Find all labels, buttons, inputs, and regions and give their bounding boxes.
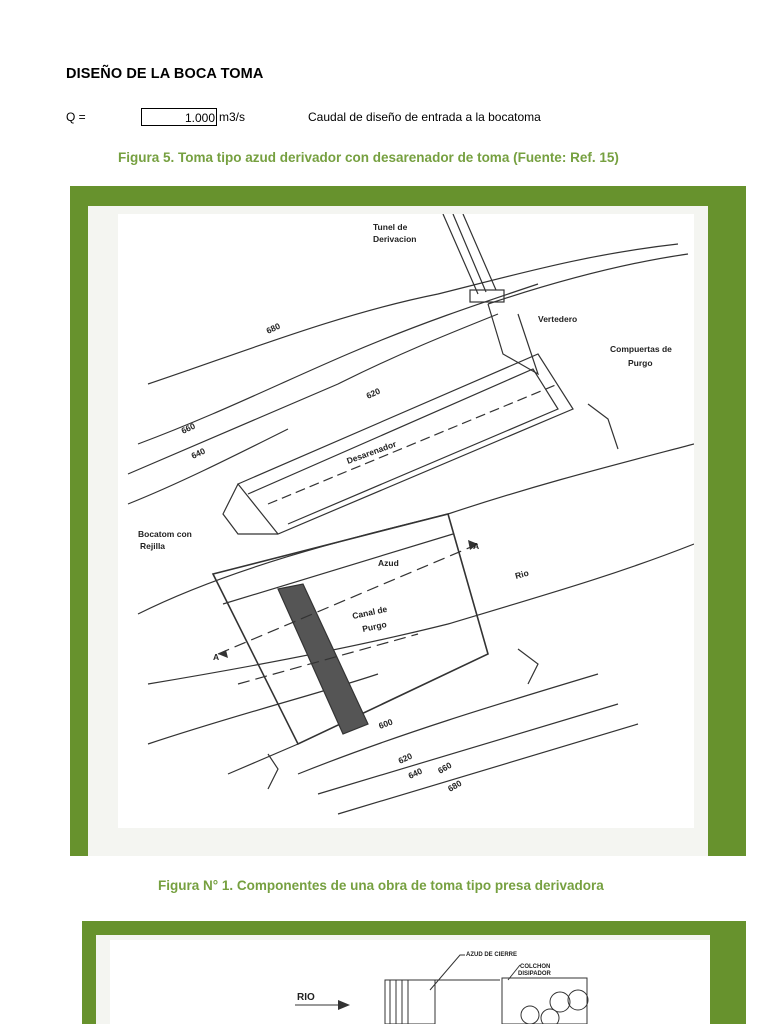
label-rio-fig2: RIO bbox=[297, 992, 315, 1003]
label-derivacion: Derivacion bbox=[373, 234, 417, 244]
label-disipador: DISIPADOR bbox=[518, 971, 551, 977]
label-rejilla: Rejilla bbox=[140, 541, 166, 551]
contour-label: 660 bbox=[436, 759, 454, 776]
contour-label: 620 bbox=[396, 750, 414, 766]
label-purgo-canal: Purgo bbox=[361, 619, 388, 634]
contour-label: 660 bbox=[179, 420, 197, 436]
contour-label: 600 bbox=[377, 716, 395, 731]
figure-5-caption: Figura 5. Toma tipo azud derivador con desarenador de toma (Fuente: Ref. 15) bbox=[118, 150, 619, 165]
label-colchon: COLCHON bbox=[520, 964, 551, 970]
label-canal: Canal de bbox=[351, 603, 389, 621]
label-azud: Azud bbox=[378, 558, 399, 568]
contour-label: 620 bbox=[364, 385, 382, 401]
figure-5-drawing bbox=[118, 214, 694, 828]
presa-derivadora-diagram bbox=[110, 940, 710, 1024]
label-vertedero: Vertedero bbox=[538, 314, 578, 324]
label-section-a-right: A bbox=[473, 541, 480, 551]
flow-label: Q = bbox=[66, 110, 86, 124]
contour-line bbox=[148, 244, 678, 384]
flow-value-cell[interactable]: 1.000 bbox=[141, 108, 217, 126]
bocatoma-plan-diagram bbox=[118, 214, 694, 828]
label-desarenador: Desarenador bbox=[345, 438, 398, 466]
document-title: DISEÑO DE LA BOCA TOMA bbox=[66, 66, 264, 82]
contour-line bbox=[138, 284, 538, 444]
flow-unit: m3/s bbox=[219, 110, 246, 124]
label-azud-cierre: AZUD DE CIERRE bbox=[466, 952, 518, 958]
contour-label: 640 bbox=[406, 765, 424, 781]
figure-1-drawing bbox=[110, 940, 710, 1024]
contour-label: 680 bbox=[446, 777, 464, 794]
flow-description: Caudal de diseño de entrada a la bocatoma bbox=[308, 110, 541, 124]
label-purgo: Purgo bbox=[628, 358, 653, 368]
contour-label: 640 bbox=[189, 445, 207, 461]
contour-line bbox=[128, 314, 498, 474]
figure-1-caption: Figura N° 1. Componentes de una obra de toma tipo presa derivadora bbox=[158, 878, 604, 893]
contour-line bbox=[488, 254, 688, 304]
label-tunel: Tunel de bbox=[373, 222, 408, 232]
contour-line bbox=[338, 724, 638, 814]
label-bocatom: Bocatom con bbox=[138, 529, 192, 539]
label-section-a-left: A bbox=[213, 652, 220, 662]
label-compuertas: Compuertas de bbox=[610, 344, 672, 354]
contour-label: 680 bbox=[264, 320, 282, 336]
label-rio: Rio bbox=[513, 567, 530, 581]
